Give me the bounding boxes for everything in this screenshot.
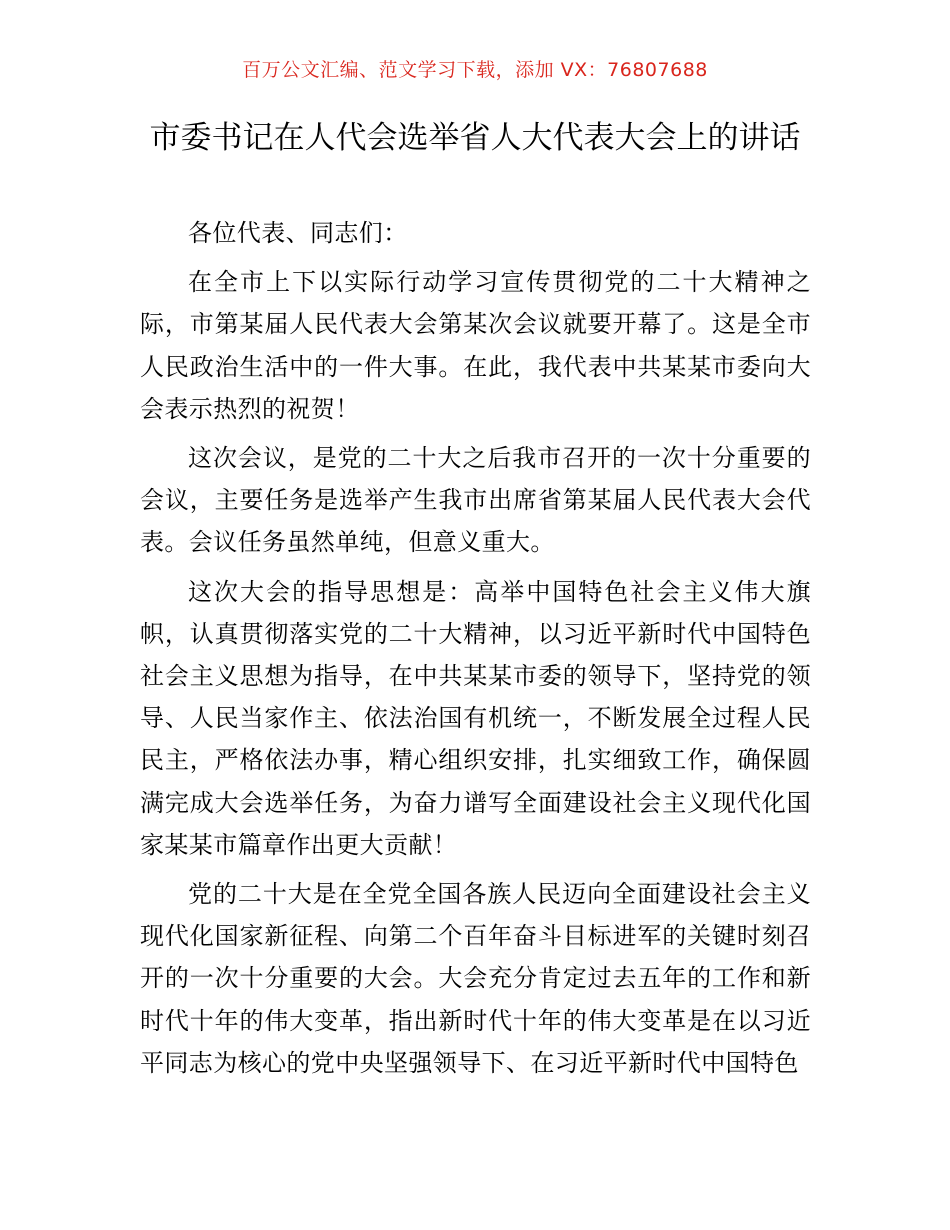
document-body <box>140 212 811 1091</box>
header-note: 百万公文汇编、范文学习下载，添加 VX：76807688 <box>242 59 708 81</box>
document-title: 市委书记在人代会选举省人大代表大会上的讲话 <box>149 120 801 156</box>
paragraph: 在全市上下以实际行动学习宣传贯彻党的二十大精神之际，市第某届人民代表大会第某次会议就要开幕了。这是全市人民政治生活中的一件大事。在此，我代表中共某某市委向大会表示热烈的祝贺！ <box>140 268 811 423</box>
paragraph: 党的二十大是在全党全国各族人民迈向全面建设社会主义现代化国家新征程、向第二个百年奋斗目标进军的关键时刻召开的一次十分重要的大会。大会充分肯定过去五年的工作和新时代十年的伟大变革，指出新时代十年的伟大变革是在以习近平同志为核心的党中央坚强领导下、在习近平新时代中国特色 <box>140 880 811 1077</box>
salutation: 各位代表、同志们： <box>188 219 408 247</box>
paragraph: 这次大会的指导思想是：高举中国特色社会主义伟大旗帜，认真贯彻落实党的二十大精神，以习近平新时代中国特色社会主义思想为指导，在中共某某市委的领导下，坚持党的领导、人民当家作主、依法治国有机统一，不断发展全过程人民民主，严格依法办事，精心组织安排，扎实细致工作，确保圆满完成大会选举任务，为奋力谱写全面建设社会主义现代化国家某某市篇章作出更大贡献！ <box>140 577 811 859</box>
paragraph: 这次会议，是党的二十大之后我市召开的一次十分重要的会议，主要任务是选举产生我市出席省第某届人民代表大会代表。会议任务虽然单纯，但意义重大。 <box>140 444 811 557</box>
